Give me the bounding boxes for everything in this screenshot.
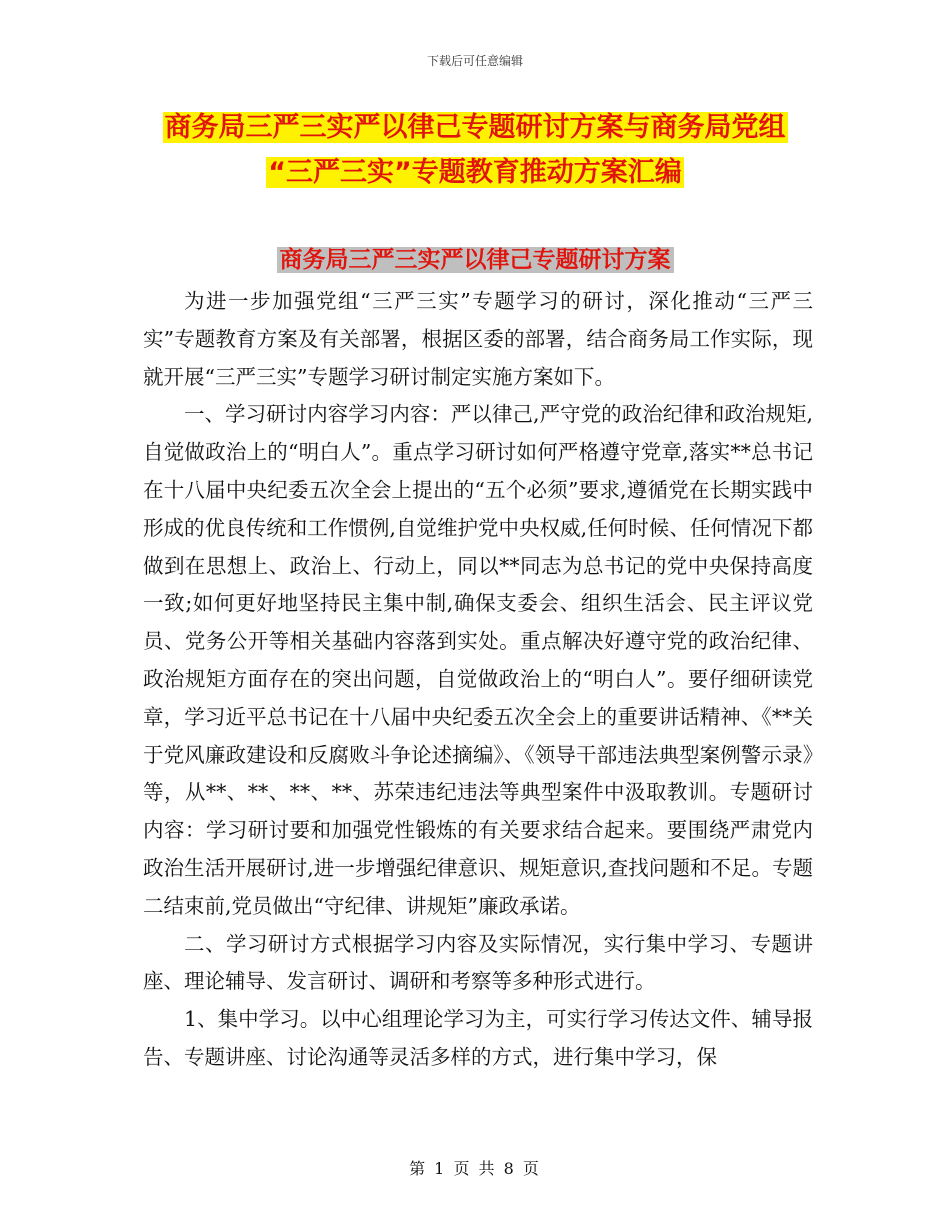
main-title-line-2	[0, 153, 950, 193]
paragraph-section-2: 二、学习研讨方式根据学习内容及实际情况，实行集中学习、专题讲座、理论辅导、发言研讨、调研和考察等多种形式进行。	[143, 931, 813, 994]
body-text	[143, 283, 813, 1077]
page-footer: 第 1 页 共 8 页	[409, 1159, 541, 1178]
header-note: 下载后可任意编辑	[426, 54, 523, 68]
main-title-line-1-text: 商务局三严三实严以律己专题研讨方案与商务局党组	[164, 112, 786, 143]
section-title	[0, 243, 950, 277]
paragraph-section-1: 一、学习研讨内容学习内容：严以律己,严守党的政治纪律和政治规矩,自觉做政治上的“明白人”。重点学习研讨如何严格遵守党章,落实**总书记在十八届中央纪委五次全会上提出的“五个必须”要求,遵循党在长期实践中形成的优良传统和工作惯例,自觉维护党中央权威,任何时候、任何情况下都做到在思想上、政治上、行动上，同以**同志为总书记的党中央保持高度一致;如何更好地坚持民主集中制,确保支委会、组织生活会、民主评议党员、党务公开等相关基础内容落到实处。重点解决好遵守党的政治纪律、政治规矩方面存在的突出问题，自觉做政治上的“明白人”。要仔细研读党章，学习近平总书记在十八届中央纪委五次全会上的重要讲话精神、《**关于党风廉政建设和反腐败斗争论述摘编》、《领导干部违法典型案例警示录》等，从**、**、**、**、苏荣违纪违法等典型案件中汲取教训。专题研讨内容：学习研讨要和加强党性锻炼的有关要求结合起来。要围绕严肃党内政治生活开展研讨,进一步增强纪律意识、规矩意识,查找问题和不足。专题二结束前,党员做出“守纪律、讲规矩”廉政承诺。	[143, 402, 813, 918]
main-title-line-1	[0, 108, 950, 148]
paragraph-item-1: 1、集中学习。以中心组理论学习为主，可实行学习传达文件、辅导报告、专题讲座、讨论沟通等灵活多样的方式，进行集中学习，保	[143, 1007, 813, 1069]
section-title-text: 商务局三严三实严以律己专题研讨方案	[277, 247, 674, 273]
paragraph-intro: 为进一步加强党组“三严三实”专题学习的研讨，深化推动“三严三实”专题教育方案及有关部署，根据区委的部署，结合商务局工作实际，现就开展“三严三实”专题学习研讨制定实施方案如下。	[143, 289, 813, 389]
main-title-line-2-text: “三严三实”专题教育推动方案汇编	[268, 157, 682, 188]
